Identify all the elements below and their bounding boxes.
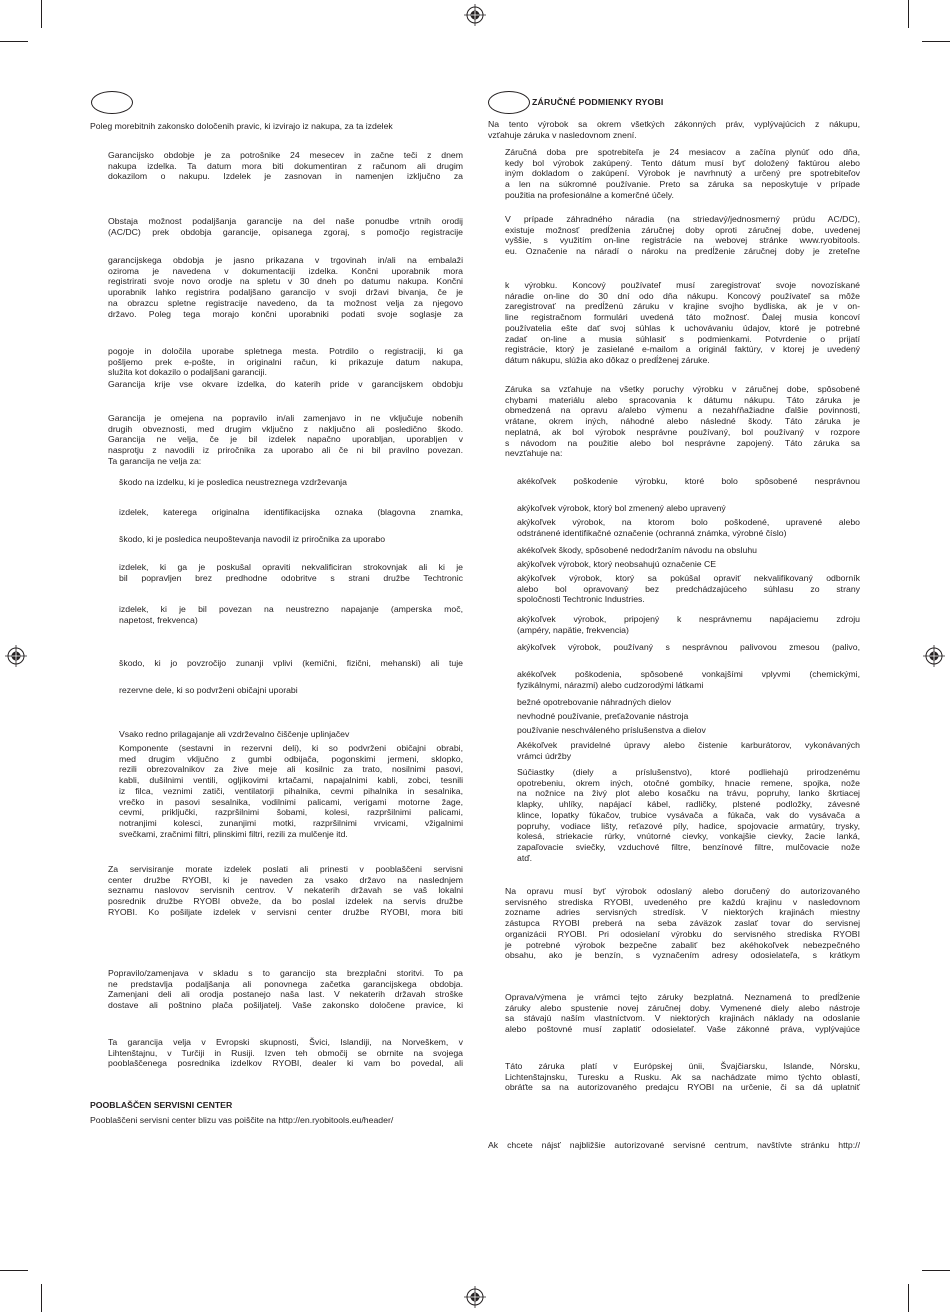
- exclusion-item: bežné opotrebovanie náhradných dielov: [517, 697, 672, 707]
- crop-mark: [922, 41, 950, 42]
- exclusion-item: akékoľvek poškodenia, spôsobené vonkajšími vplyvmi (chemickými, fyzikálnymi, nárazmi) alebo cudzorodými látkami: [517, 669, 860, 690]
- exclusion-item: akýkoľvek výrobok, ktorý sa pokúšal opraviť nekvalifikovaný odborník alebo bol opravovaný bez predchádzajúceho súhlasu zo strany spoločnosti Techtronic Industries.: [517, 573, 860, 605]
- paragraph: Garancijsko obdobje je za potrošnike 24 mesecev in začne teči z dnem nakupa izdelka. Ta datum mora biti dokumentiran z računom ali drugim dokazilom o nakupu. Izdelek je zasnovan in namenjen izključno za: [108, 150, 463, 182]
- paragraph: Na opravu musí byť výrobok odoslaný alebo doručený do autorizovaného servisného strediska RYOBI, uvedeného pre každú krajinu v nasledovnom zozname adries servisných stredísk. V niektorých krajinách miestny zástupca RYOBI preberá na seba záväzok zaslať tovar do servisnej organizácii RYOBI. Pri odosielaní výrobku do servisného strediska RYOBI je potrebné výrobok bezpečne zabaliť bez akéhokoľvek nebezpečného obsahu, ako je benzín, s vyznačením adresy odosielateľa, s krátkym: [505, 886, 860, 961]
- exclusion-item: rezervne dele, ki so podvrženi običajni uporabi: [119, 685, 298, 695]
- exclusion-item: izdelek, ki je bil povezan na neustrezno napajanje (amperska moč, napetost, frekvenca): [119, 604, 463, 625]
- paragraph: Ta garancija velja v Evropski skupnosti, Švici, Islandiji, na Norveškem, v Lihtenštajnu, v Turčiji in Rusiji. Izven teh območij se obrnite na svojega pooblaščenega posrednika izdelkov RYOBI, dealer ki vam bo povedal, ali: [108, 1037, 463, 1069]
- exclusion-item: Súčiastky (diely a príslušenstvo), ktoré podliehajú prirodzenému opotrebeniu, okrem iných, otočné gombíky, hnacie remene, spojka, nože na nožnice na živý plot alebo kosačku na trávu, popruhy, lanko škrtiacej klapky, uhlíky, napájací kábel, radličky, plstené podložky, závesné klince, lopatky fúkačov, trubice vysávača a fúkača, vak do vysávača a popruhy, vodiace lišty, reťazové píly, hadice, spojovacie armatúry, trysky, kolesá, striekacie rúrky, vnútorné cievky, vonkajšie cievky, žacie lanká, zapaľovacie sviečky, vzduchové filtre, benzínové filtre, mulčovacie nože atď.: [517, 767, 860, 863]
- paragraph: Obstaja možnost podaljšanja garancije na del naše ponudbe vrtnih orodij (AC/DC) prek obdobja garancije, opisanega zgoraj, s pomočjo registracije: [108, 216, 463, 237]
- exclusion-item: akýkoľvek výrobok, pripojený k nesprávnemu napájaciemu zdroju (ampéry, napätie, frekvencia): [517, 614, 860, 635]
- crop-mark: [0, 41, 28, 42]
- paragraph: Záruka sa vzťahuje na všetky poruchy výrobku v záručnej dobe, spôsobené chybami materiálu alebo spracovania k dátumu nákupu. Táto záruka je obmedzená na opravu a/alebo výmenu a nezahŕňažiadne ďalšie povinnosti, vrátane, okrem iných, náhodné alebo následné škody. Táto záruka je neplatná, ak bol výrobok nesprávne používaný, bol používaný v rozpore s návodom na použitie alebo bol nesprávne zapojený. Táto záruka sa nevzťahuje na:: [505, 384, 860, 459]
- exclusion-item: akékoľvek poškodenie výrobku, ktoré bolo spôsobené nesprávnou: [517, 476, 860, 486]
- language-badge: [91, 91, 133, 114]
- exclusion-item: akýkoľvek výrobok, ktorý bol zmenený alebo upravený: [517, 503, 726, 513]
- exclusion-item: akékoľvek škody, spôsobené nedodržaním návodu na obsluhu: [517, 545, 757, 555]
- paragraph: Táto záruka platí v Európskej únii, Švajčiarsku, Islande, Nórsku, Lichtenštajnsku, Turesku a Rusku. Ak sa nachádzate mimo týchto oblastí, obráťte sa na autorizovaného predajcu RYOBI na určenie, či sa dá uplatniť: [505, 1061, 860, 1093]
- crop-mark: [908, 1284, 909, 1312]
- paragraph: pogoje in določila uporabe spletnega mesta. Potrdilo o registraciji, ki ga pošljemo prek e-pošte, in originalni račun, ki prikazuje datum nakupa, služita kot dokazilo o podaljšani garanciji. Garancija krije vse okvare izdelka, do katerih pride v garancijskem obdobju: [108, 346, 463, 390]
- exclusion-item: škodo na izdelku, ki je posledica neustreznega vzdrževanja: [119, 477, 347, 487]
- paragraph: Za servisiranje morate izdelek poslati ali prinesti v pooblaščeni servisni center družbe RYOBI, ki je naveden za vsako državo na naslednjem seznamu naslovov servisnih centrov. V nekaterih državah se vaš lokalni posrednik družbe RYOBI obveže, da bo poslal izdelek na servis družbe RYOBI. Ko pošiljate izdelek v servisni center družbe RYOBI, mora biti: [108, 864, 463, 917]
- exclusion-item: izdelek, katerega originalna identifikacijska oznaka (blagovna znamka,: [119, 507, 463, 517]
- intro: Na tento výrobok sa okrem všetkých zákonných práv, vyplývajúcich z nákupu, vzťahuje záruka v nasledovnom znení.: [488, 119, 860, 140]
- exclusion-item: izdelek, ki ga je poskušal opraviti nekvalificiran strokovnjak ali ki je bil popravljen brez predhodne odobritve s strani družbe Techtronic: [119, 562, 463, 583]
- exclusion-item: používanie neschváleného príslušenstva a dielov: [517, 725, 706, 735]
- exclusion-item: škodo, ki jo povzročijo zunanji vplivi (kemični, fizični, mehanski) ali tuje: [119, 658, 463, 668]
- exclusion-item: škodo, ki je posledica neupoštevanja navodil iz priročnika za uporabo: [119, 534, 386, 544]
- registration-mark-icon: [5, 645, 27, 667]
- crop-mark: [41, 1284, 42, 1312]
- service-heading: POOBLAŠČEN SERVISNI CENTER: [90, 1100, 233, 1110]
- exclusion-item: Vsako redno prilagajanje ali vzdrževalno čiščenje uplinjačev: [119, 729, 350, 739]
- service-text: Ak chcete nájsť najbližšie autorizované servisné centrum, navštívte stránku http://: [488, 1140, 860, 1150]
- registration-mark-icon: [464, 1286, 486, 1308]
- crop-mark: [908, 0, 909, 28]
- paragraph: Oprava/výmena je vrámci tejto záruky bezplatná. Neznamená to predĺženie záruky alebo spustenie novej záručnej doby. Vymenené diely alebo nástroje sa stávajú naším vlastníctvom. V niektorých krajinách náklady na odoslanie alebo poštovné musí zaplatiť odosielateľ. Vaše zákonné práva, vyplývajúce: [505, 992, 860, 1035]
- registration-mark-icon: [464, 4, 486, 26]
- crop-mark: [922, 1270, 950, 1271]
- exclusion-item: akýkoľvek výrobok, používaný s nesprávnou palivovou zmesou (palivo,: [517, 642, 860, 652]
- exclusion-item: akýkoľvek výrobok, ktorý neobsahujú označenie CE: [517, 559, 717, 569]
- exclusion-item: akýkoľvek výrobok, na ktorom bolo poškodené, upravené alebo odstránené identifikačné označenie (ochranná známka, výrobné číslo): [517, 517, 860, 538]
- paragraph: V prípade záhradného náradia (na striedavý/jednosmerný prúdu AC/DC), existuje možnosť predĺženia záručnej doby oproti záručnej dobe, uvedenej vyššie, s využitím on-line registrácie na webovej stránke www.ryobitools. eu. Označenie na náradí o nároku na predĺženie záručnej doby je zreteľne: [505, 214, 860, 257]
- paragraph: garancijskega obdobja je jasno prikazana v trgovinah in/ali na embalaži oziroma je navedena v dokumentaciji izdelka. Končni uporabnik mora registrirati svoje novo orodje na spletu v 30 dneh po datumu nakupa. Končni uporabnik lahko registrira podaljšano garancijo v svoji državi bivanja, če je na obrazcu spletne registracije navedeno, da ta možnost velja za njegovo državo. Poleg tega morajo končni uporabniki podati svoje soglasje za: [108, 255, 463, 319]
- exclusion-item: nevhodné používanie, preťažovanie nástroja: [517, 711, 689, 721]
- paragraph: k výrobku. Koncový používateľ musí zaregistrovať svoje novozískané náradie on-line do 30 dní odo dňa nákupu. Koncový používateľ sa môže zaregistrovať na predĺženú záruku v krajine svojho bydliska, ak je v on- line registračnom formulári uvedená táto možnosť. Ďalej musia koncoví používatelia ešte dať svoj súhlas k uchovávaniu údajov, ktoré je potrebné zadať on-line a musia súhlasiť s podmienkami. Potvrdenie o prijatí registrácie, ktorý je zasielané e-mailom a originál faktúry, v ktorej je uvedený dátum nákupu, slúžia ako dôkaz o predĺženej záruke.: [505, 280, 860, 365]
- paragraph: Popravilo/zamenjava v skladu s to garancijo sta brezplačni storitvi. To pa ne predstavlja podaljšanja ali ponovnega začetka garancijskega obdobja. Zamenjani deli ali orodja postanejo naša last. V nekaterih državah stroške dostave ali poštnino plača pošiljatelj. Vaše zakonsko določene pravice, ki: [108, 968, 463, 1011]
- crop-mark: [41, 0, 42, 28]
- registration-mark-icon: [923, 645, 945, 667]
- exclusion-item: Komponente (sestavni in rezervni deli), ki so podvrženi običajni obrabi, med drugim vključno z gumbi odbijača, pogonskimi jermeni, sklopko, rezili obrezovalnikov za žive meje ali kosilnic za trato, nosilnimi pasovi, kabli, dušilnimi ventili, ogljikovimi krtačami, napajalnimi kabli, zobci, tesnili iz filca, veznimi zatiči, ventilatorji pihalnika, cevmi pihalnika in sesalnika, vrečko in pasovi sesalnika, vodilnimi palicami, verigami motorne žage, cevmi, priključki, razpršilnimi šobami, kolesi, razpršilnimi palicami, notranjimi kolesci, zunanjimi motki, razpršilnimi vrvicami, vžigalnimi svečkami, zračnimi filtri, plinskimi filtri, rezili za mulčenje itd.: [119, 743, 463, 839]
- paragraph: Garancija je omejena na popravilo in/ali zamenjavo in ne vključuje nobenih drugih obveznosti, med drugim vključno z naključno ali posledično škodo. Garancija ne velja, če je bil izdelek napačno uporabljan, uporabljen v nasprotju z navodili iz priročnika za uporabo ali če ni bil pravilno povezan. Ta garancija ne velja za:: [108, 413, 463, 466]
- section-title: ZÁRUČNÉ PODMIENKY RYOBI: [532, 97, 664, 107]
- paragraph: Záručná doba pre spotrebiteľa je 24 mesiacov a začína plynúť odo dňa, kedy bol výrobok zakúpený. Tento dátum musí byť doložený faktúrou alebo iným dokladom o zakúpení. Výrobok je navrhnutý a určený pre spotrebiteľov a len na súkromné používanie. Preto sa záruka sa neposkytuje v prípade použitia na profesionálne a komerčné účely.: [505, 147, 860, 200]
- exclusion-item: Akékoľvek pravidelné úpravy alebo čistenie karburátorov, vykonávaných vrámci údržby: [517, 740, 860, 761]
- service-text: Pooblaščeni servisni center blizu vas poiščite na http://en.ryobitools.eu/header/: [90, 1115, 394, 1125]
- crop-mark: [0, 1270, 28, 1271]
- intro: Poleg morebitnih zakonsko določenih pravic, ki izvirajo iz nakupa, za ta izdelek: [90, 121, 393, 131]
- language-badge: [488, 91, 530, 114]
